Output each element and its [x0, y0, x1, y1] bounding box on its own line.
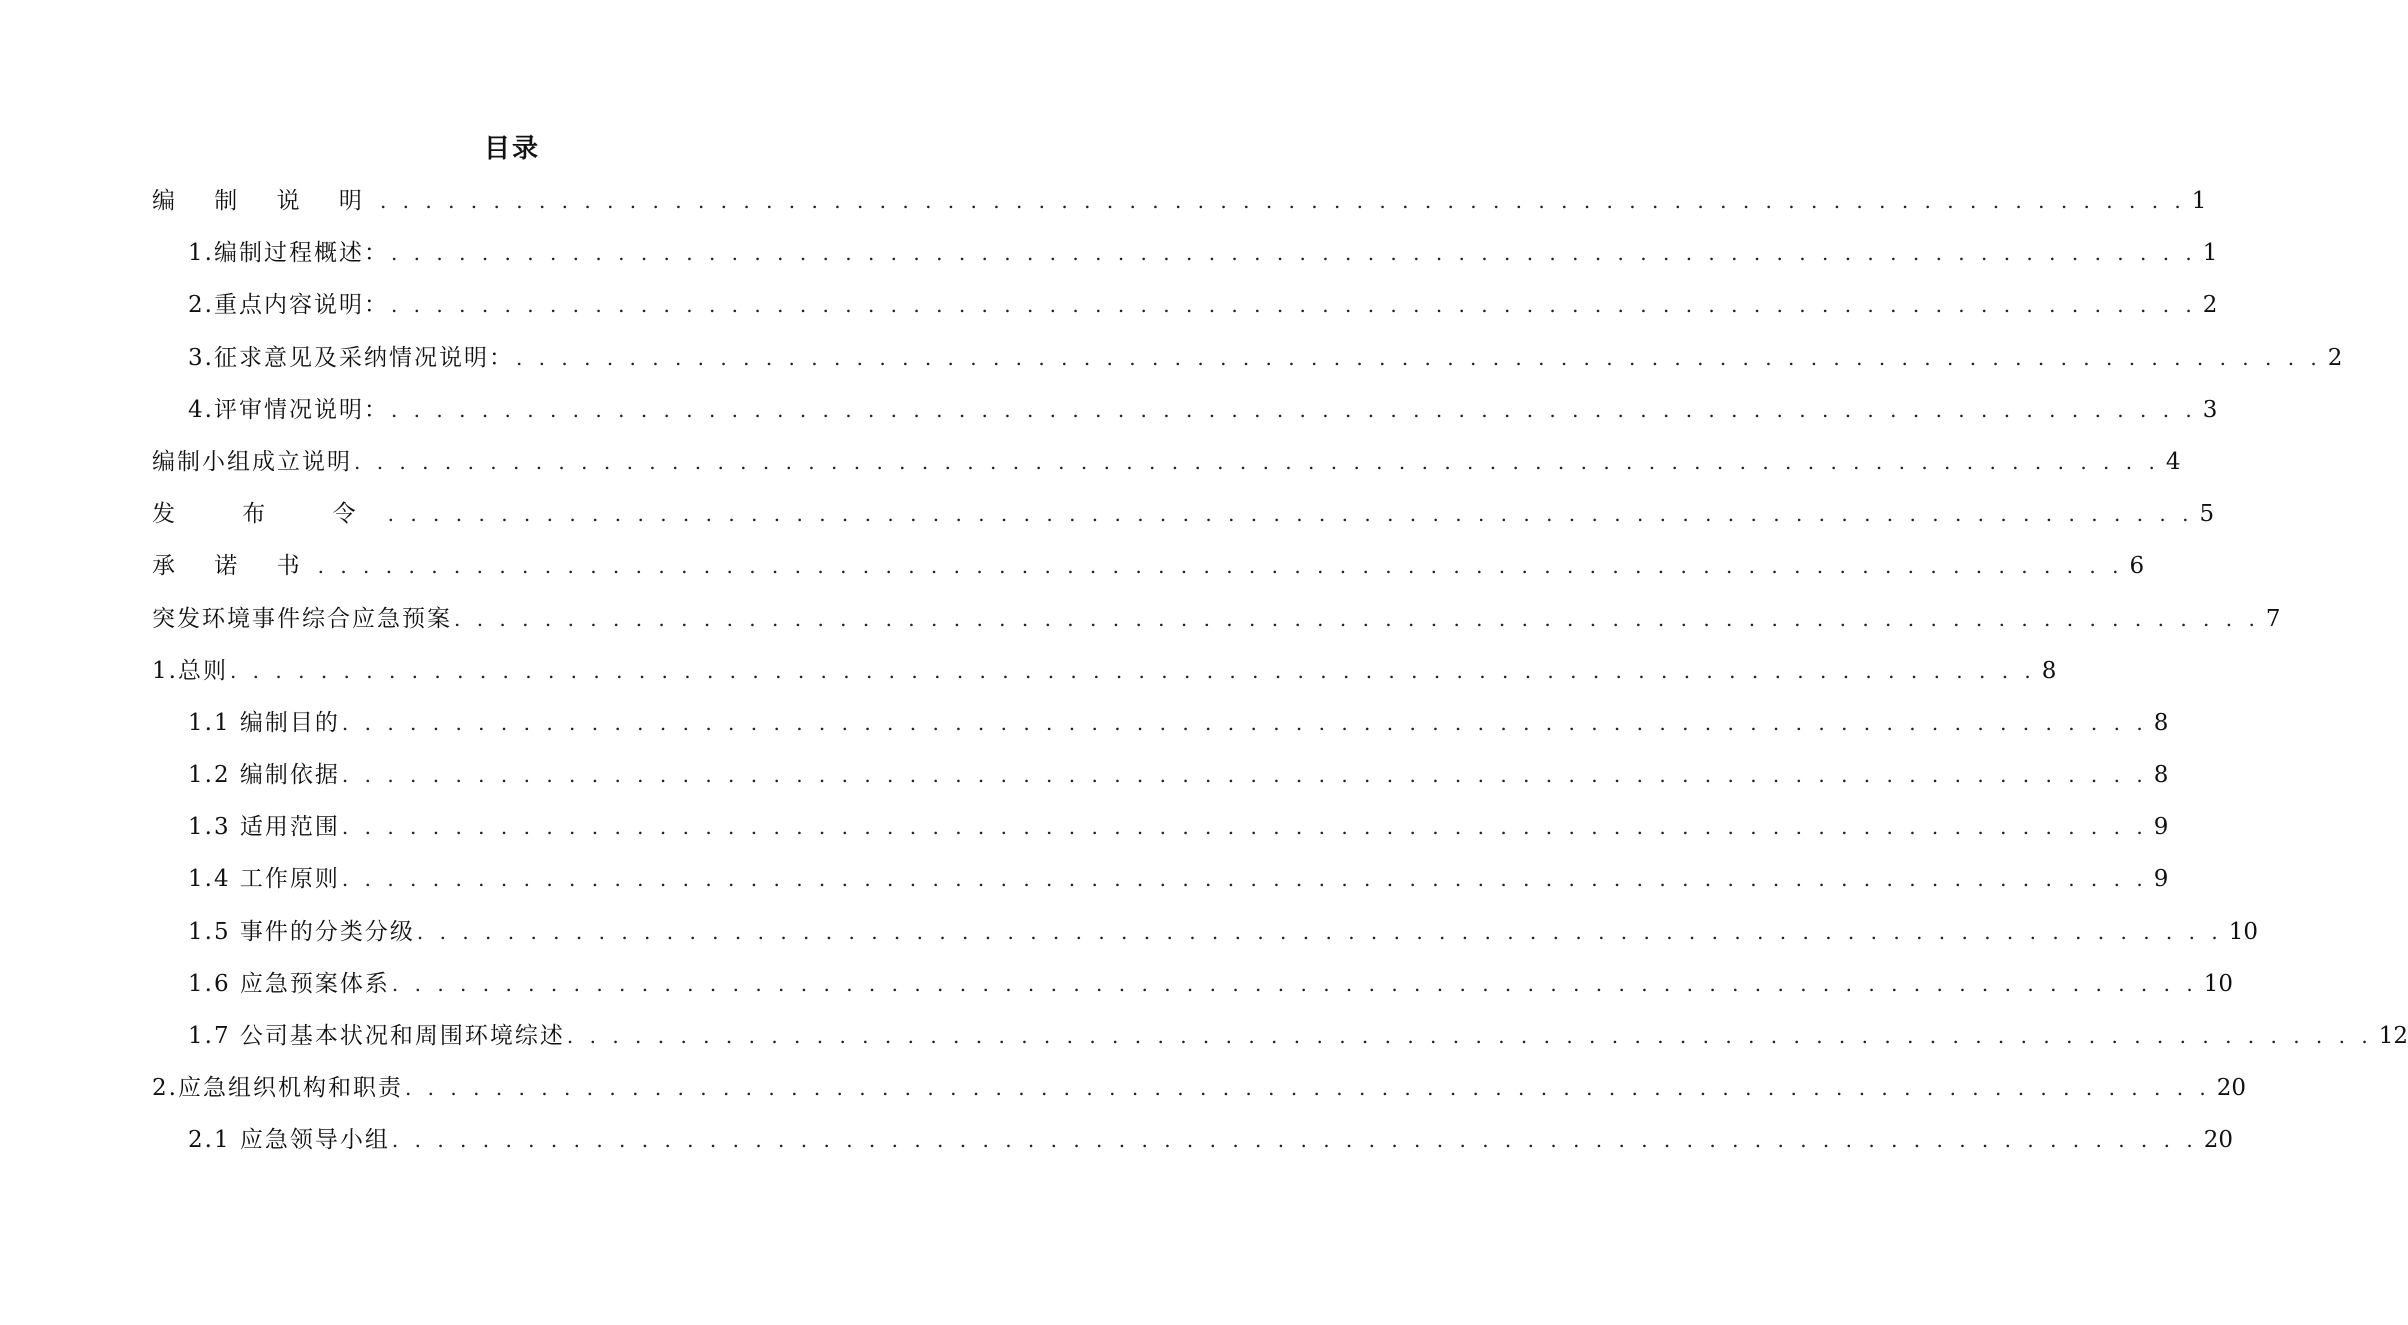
toc-entry-page-number: 9 — [2153, 866, 2169, 893]
toc-entry-label: 2.重点内容说明： — [188, 292, 389, 319]
toc-entry-page-number: 12 — [2378, 1023, 2408, 1049]
toc-entry-page-number: 20 — [2203, 1127, 2234, 1154]
toc-dot-leader: . . . . . . . . . . . . . . . . . . . . . . . . . . . . . . . . . . . . . . . . . . . . . . . . . . . . . . . . . . . . . . . . . . . . . . . . . . . . . . . . — [391, 971, 2198, 996]
toc-entry[interactable] — [152, 384, 2218, 436]
toc-entry-label: 1.编制过程概述： — [188, 240, 389, 267]
toc-entry[interactable] — [152, 436, 2181, 488]
toc-entry-label: 4.评审情况说明： — [188, 396, 389, 423]
toc-entry[interactable] — [152, 1114, 2234, 1166]
toc-entry[interactable] — [152, 488, 2215, 540]
toc-entry-page-number: 20 — [2216, 1075, 2247, 1102]
toc-dot-leader: . . . . . . . . . . . . . . . . . . . . . . . . . . . . . . . . . . . . . . . . . . . . . . . . . . . . . . . . . . . . . . . . . . . . . . . . . . . . . . . . — [229, 658, 2036, 683]
toc-entry[interactable] — [152, 279, 2218, 331]
toc-entry-page-number: 2 — [2327, 344, 2343, 371]
toc-entry-page-number: 10 — [2203, 970, 2234, 997]
table-of-contents — [152, 175, 2408, 1167]
toc-entry[interactable] — [152, 332, 2343, 384]
toc-dot-leader: . . . . . . . . . . . . . . . . . . . . . . . . . . . . . . . . . . . . . . . . . . . . . . . . . . . . . . . . . . . . . . . . . . . . . . . . . . . . . . . . — [387, 502, 2194, 527]
toc-entry-page-number: 4 — [2165, 448, 2181, 475]
toc-entry-label: 编制小组成立说明 — [152, 448, 352, 475]
toc-entry[interactable] — [152, 801, 2169, 853]
toc-dot-leader: . . . . . . . . . . . . . . . . . . . . . . . . . . . . . . . . . . . . . . . . . . . . . . . . . . . . . . . . . . . . . . . . . . . . . . . . . . . . . . . . — [566, 1024, 2373, 1048]
toc-dot-leader: . . . . . . . . . . . . . . . . . . . . . . . . . . . . . . . . . . . . . . . . . . . . . . . . . . . . . . . . . . . . . . . . . . . . . . . . . . . . . . . . — [390, 397, 2197, 422]
toc-entry[interactable] — [152, 958, 2234, 1010]
toc-entry-label: 3.征求意见及采纳情况说明： — [188, 344, 514, 371]
toc-entry[interactable] — [152, 1062, 2247, 1114]
toc-entry-label: 1.4 工作原则 — [188, 866, 340, 893]
toc-entry-label: 1.7 公司基本状况和周围环境综述 — [188, 1023, 565, 1049]
toc-entry[interactable] — [152, 175, 2207, 227]
toc-entry-page-number: 5 — [2199, 501, 2215, 528]
toc-dot-leader: . . . . . . . . . . . . . . . . . . . . . . . . . . . . . . . . . . . . . . . . . . . . . . . . . . . . . . . . . . . . . . . . . . . . . . . . . . . . . . . . — [390, 241, 2197, 266]
toc-entry[interactable] — [152, 227, 2218, 279]
toc-title: 目录 — [483, 134, 540, 164]
toc-dot-leader: . . . . . . . . . . . . . . . . . . . . . . . . . . . . . . . . . . . . . . . . . . . . . . . . . . . . . . . . . . . . . . . . . . . . . . . . . . . . . . . . — [515, 345, 2322, 370]
toc-entry-page-number: 9 — [2153, 814, 2169, 841]
toc-entry-label: 2.1 应急领导小组 — [188, 1127, 390, 1154]
toc-dot-leader: . . . . . . . . . . . . . . . . . . . . . . . . . . . . . . . . . . . . . . . . . . . . . . . . . . . . . . . . . . . . . . . . . . . . . . . . . . . . . . . . — [404, 1076, 2211, 1101]
toc-entry-page-number: 10 — [2228, 918, 2259, 945]
toc-entry[interactable] — [152, 1010, 2408, 1062]
toc-entry-page-number: 7 — [2265, 605, 2281, 632]
toc-entry[interactable] — [152, 593, 2281, 645]
toc-entry[interactable] — [152, 853, 2169, 905]
toc-dot-leader: . . . . . . . . . . . . . . . . . . . . . . . . . . . . . . . . . . . . . . . . . . . . . . . . . . . . . . . . . . . . . . . . . . . . . . . . . . . . . . . . — [317, 554, 2124, 579]
toc-entry-label: 1.2 编制依据 — [188, 762, 340, 789]
toc-entry-label: 承 诺 书 — [152, 553, 316, 580]
toc-dot-leader: . . . . . . . . . . . . . . . . . . . . . . . . . . . . . . . . . . . . . . . . . . . . . . . . . . . . . . . . . . . . . . . . . . . . . . . . . . . . . . . . — [341, 763, 2148, 788]
toc-dot-leader: . . . . . . . . . . . . . . . . . . . . . . . . . . . . . . . . . . . . . . . . . . . . . . . . . . . . . . . . . . . . . . . . . . . . . . . . . . . . . . . . — [391, 1128, 2198, 1153]
toc-dot-leader: . . . . . . . . . . . . . . . . . . . . . . . . . . . . . . . . . . . . . . . . . . . . . . . . . . . . . . . . . . . . . . . . . . . . . . . . . . . . . . . . — [454, 606, 2260, 631]
toc-entry[interactable] — [152, 645, 2057, 697]
toc-entry-label: 1.6 应急预案体系 — [188, 970, 390, 997]
toc-entry-label: 编 制 说 明 — [152, 188, 378, 214]
toc-entry-page-number: 1 — [2202, 240, 2218, 267]
toc-dot-leader: . . . . . . . . . . . . . . . . . . . . . . . . . . . . . . . . . . . . . . . . . . . . . . . . . . . . . . . . . . . . . . . . . . . . . . . . . . . . . . . . — [379, 189, 2186, 213]
toc-entry-page-number: 6 — [2129, 553, 2145, 580]
toc-entry[interactable] — [152, 906, 2259, 958]
toc-entry-label: 1.总则 — [152, 657, 228, 684]
toc-entry-label: 1.1 编制目的 — [188, 709, 340, 736]
toc-entry[interactable] — [152, 540, 2145, 592]
toc-entry-label: 发 布 令 — [152, 501, 386, 528]
toc-dot-leader: . . . . . . . . . . . . . . . . . . . . . . . . . . . . . . . . . . . . . . . . . . . . . . . . . . . . . . . . . . . . . . . . . . . . . . . . . . . . . . . . — [354, 449, 2160, 474]
toc-entry-page-number: 8 — [2153, 762, 2169, 789]
toc-dot-leader: . . . . . . . . . . . . . . . . . . . . . . . . . . . . . . . . . . . . . . . . . . . . . . . . . . . . . . . . . . . . . . . . . . . . . . . . . . . . . . . . — [341, 710, 2148, 735]
toc-dot-leader: . . . . . . . . . . . . . . . . . . . . . . . . . . . . . . . . . . . . . . . . . . . . . . . . . . . . . . . . . . . . . . . . . . . . . . . . . . . . . . . . — [341, 867, 2148, 892]
toc-entry-label: 1.3 适用范围 — [188, 814, 340, 841]
toc-dot-leader: . . . . . . . . . . . . . . . . . . . . . . . . . . . . . . . . . . . . . . . . . . . . . . . . . . . . . . . . . . . . . . . . . . . . . . . . . . . . . . . . — [390, 293, 2197, 318]
toc-dot-leader: . . . . . . . . . . . . . . . . . . . . . . . . . . . . . . . . . . . . . . . . . . . . . . . . . . . . . . . . . . . . . . . . . . . . . . . . . . . . . . . . — [341, 815, 2148, 840]
toc-entry[interactable] — [152, 697, 2169, 749]
toc-entry-label: 1.5 事件的分类分级 — [188, 918, 415, 945]
toc-entry-page-number: 2 — [2202, 292, 2218, 319]
toc-entry-label: 2.应急组织机构和职责 — [152, 1075, 403, 1102]
toc-dot-leader: . . . . . . . . . . . . . . . . . . . . . . . . . . . . . . . . . . . . . . . . . . . . . . . . . . . . . . . . . . . . . . . . . . . . . . . . . . . . . . . . — [416, 919, 2223, 944]
toc-entry-label: 突发环境事件综合应急预案 — [152, 605, 452, 632]
toc-entry-page-number: 8 — [2041, 657, 2057, 684]
toc-entry[interactable] — [152, 749, 2169, 801]
toc-entry-page-number: 8 — [2153, 709, 2169, 736]
toc-entry-page-number: 1 — [2191, 188, 2207, 214]
toc-entry-page-number: 3 — [2202, 396, 2218, 423]
